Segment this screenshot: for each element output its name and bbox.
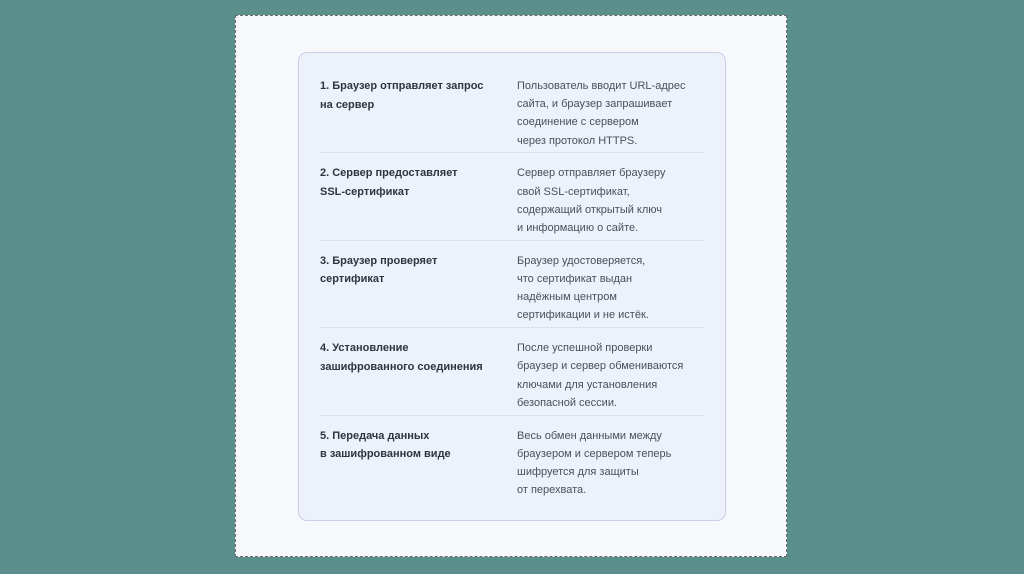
step-row-5 — [320, 416, 704, 503]
step-row-4 — [320, 328, 704, 415]
step-description: Пользователь вводит URL-адрес сайта, и браузер запрашивает соединение с сервером через протокол HTTPS. — [517, 80, 686, 147]
step-description: После успешной проверки браузер и сервер обмениваются ключами для установления безопасной сессии. — [517, 342, 684, 409]
step-title: 3. Браузер проверяет сертификат — [320, 254, 438, 286]
step-description: Сервер отправляет браузеру свой SSL-сертификат, содержащий открытый ключ и информацию о сайте. — [517, 167, 666, 234]
step-row-2 — [320, 153, 704, 240]
step-title: 1. Браузер отправляет запрос на сервер — [320, 80, 484, 111]
slide — [235, 15, 787, 557]
step-description: Браузер удостоверяется, что сертификат выдан надёжным центром сертификации и не истёк. — [517, 254, 649, 322]
step-row-1 — [320, 66, 704, 153]
steps-card — [298, 52, 726, 521]
step-title: 4. Установление зашифрованного соединения — [320, 342, 483, 373]
step-description: Весь обмен данными между браузером и сервером теперь шифруется для защиты от перехвата. — [517, 429, 672, 497]
step-title: 5. Передача данных в зашифрованном виде — [320, 429, 451, 461]
step-title: 2. Сервер предоставляет SSL-сертификат — [320, 167, 458, 198]
step-row-3 — [320, 241, 704, 328]
